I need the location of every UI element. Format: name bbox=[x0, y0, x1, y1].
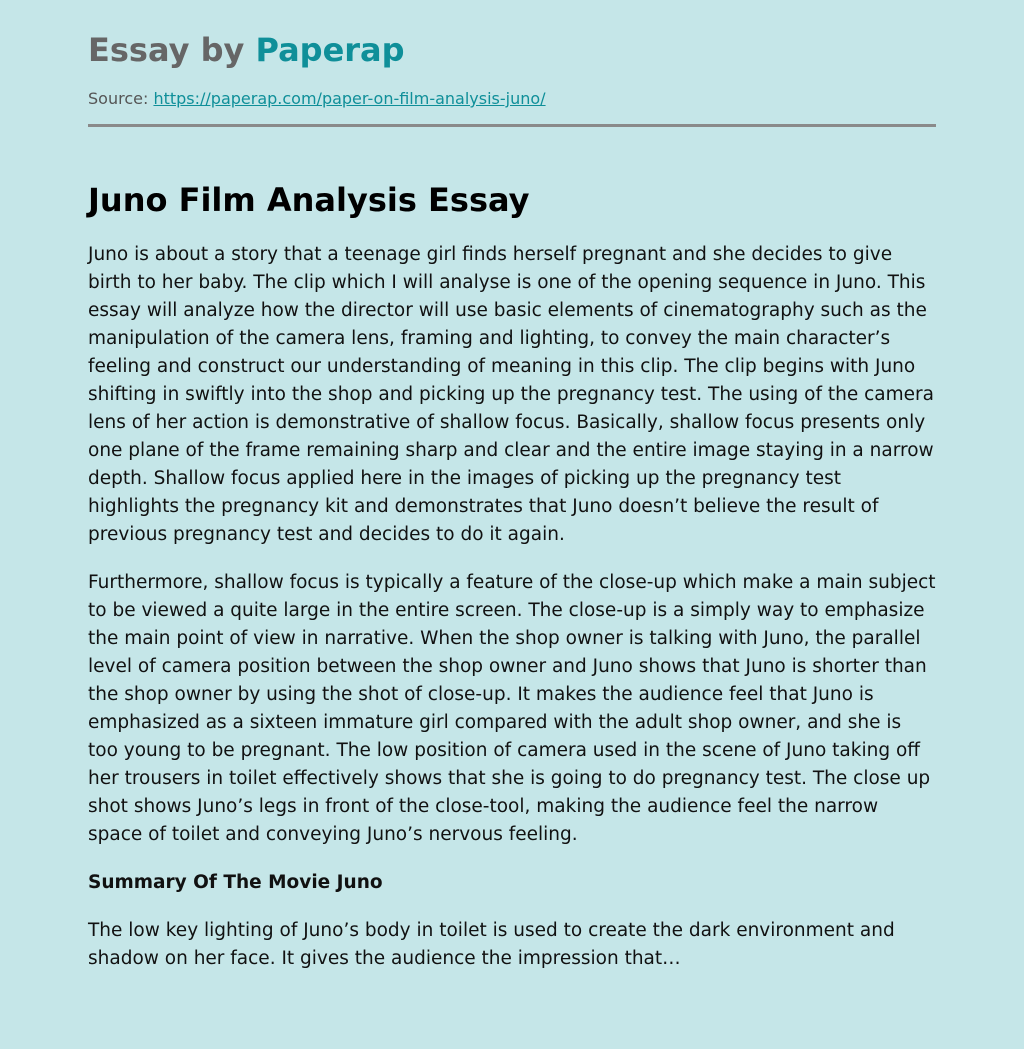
essay-subheading: Summary Of The Movie Juno bbox=[88, 872, 383, 893]
site-brand[interactable] bbox=[88, 30, 405, 70]
essay-body bbox=[88, 241, 936, 993]
essay-paragraph-1: Juno is about a story that a teenage girl finds herself pregnant and she decides to give birth to her baby. The clip which I will analyse is one of the opening sequence in Juno. This essay will analyze how the director will use basic elements of cinematography such as the manipulation of the camera lens, framing and lighting, to convey the main character’s feeling and construct our understanding of meaning in this clip. The clip begins with Juno shifting in swiftly into the shop and picking up the pregnancy test. The using of the camera lens of her action is demonstrative of shallow focus. Basically, shallow focus presents only one plane of the frame remaining sharp and clear and the entire image staying in a narrow depth. Shallow focus applied here in the images of picking up the pregnancy test highlights the pregnancy kit and demonstrates that Juno doesn’t believe the result of previous pregnancy test and decides to do it again. bbox=[88, 244, 934, 545]
source-line bbox=[88, 88, 546, 110]
header-divider bbox=[88, 124, 936, 127]
source-link[interactable]: https://paperap.com/paper-on-film-analysis-juno/ bbox=[153, 89, 546, 108]
brand-name: Paperap bbox=[255, 31, 405, 69]
essay-paragraph-2: Furthermore, shallow focus is typically a feature of the close-up which make a main subject to be viewed a quite large in the entire screen. The close-up is a simply way to emphasize the main point of view in narrative. When the shop owner is talking with Juno, the parallel level of camera position between the shop owner and Juno shows that Juno is shorter than the shop owner by using the shot of close-up. It makes the audience feel that Juno is emphasized as a sixteen immature girl compared with the adult shop owner, and she is too young to be pregnant. The low position of camera used in the scene of Juno taking off her trousers in toilet effectively shows that she is going to do pregnancy test. The close up shot shows Juno’s legs in front of the close-tool, making the audience feel the narrow space of toilet and conveying Juno’s nervous feeling. bbox=[88, 572, 936, 845]
essay-title: Juno Film Analysis Essay bbox=[88, 181, 530, 219]
essay-paragraph-3: The low key lighting of Juno’s body in toilet is used to create the dark environment and shadow on her face. It gives the audience the impression that… bbox=[88, 920, 895, 969]
source-label: Source: bbox=[88, 89, 154, 108]
brand-prefix: Essay by bbox=[88, 31, 256, 69]
